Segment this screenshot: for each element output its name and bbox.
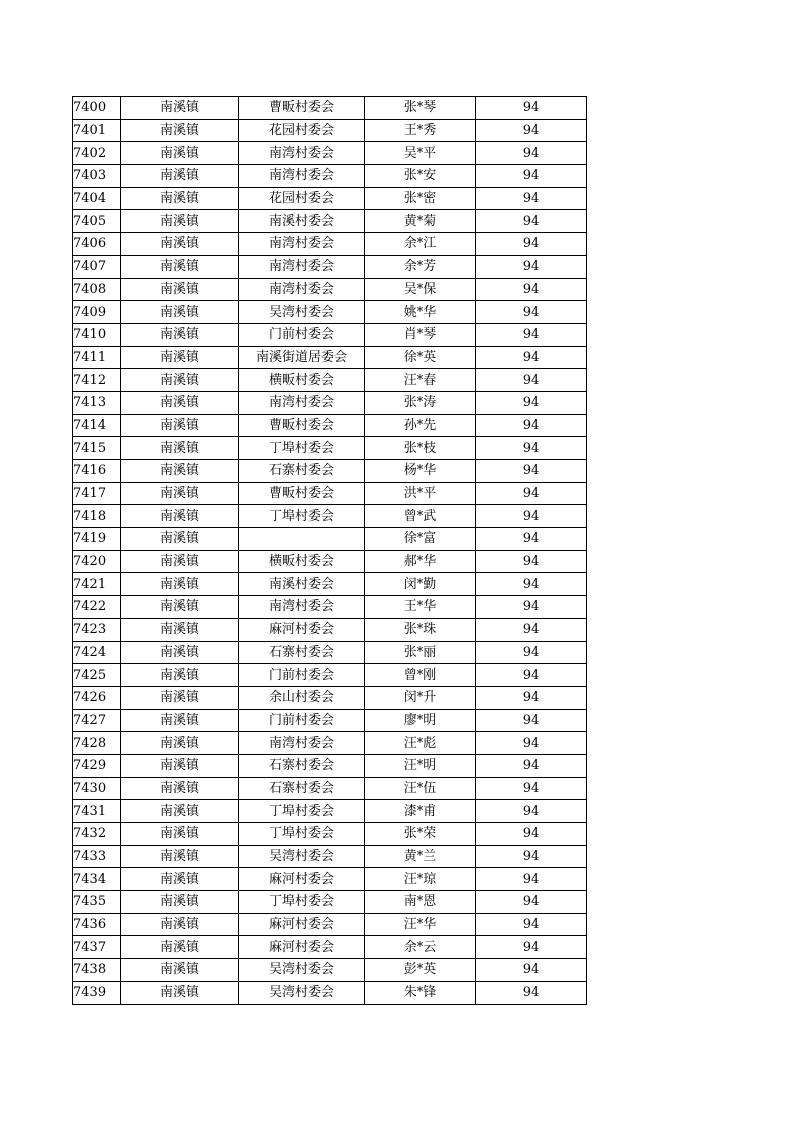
score-cell: 94 — [476, 391, 587, 414]
row-number-cell: 7402 — [73, 142, 121, 165]
table-row — [73, 255, 587, 278]
score-cell: 94 — [476, 460, 587, 483]
town-cell: 南溪镇 — [121, 550, 239, 573]
person-name-cell: 张*丽 — [365, 641, 476, 664]
town-cell: 南溪镇 — [121, 981, 239, 1004]
person-name-cell: 闵*升 — [365, 686, 476, 709]
town-cell: 南溪镇 — [121, 641, 239, 664]
village-committee-cell: 石寨村委会 — [239, 460, 365, 483]
village-committee-cell: 花园村委会 — [239, 119, 365, 142]
table-row — [73, 618, 587, 641]
village-committee-cell: 曹畈村委会 — [239, 482, 365, 505]
town-cell: 南溪镇 — [121, 709, 239, 732]
row-number-cell: 7439 — [73, 981, 121, 1004]
person-name-cell: 杨*华 — [365, 460, 476, 483]
table-row — [73, 596, 587, 619]
score-cell: 94 — [476, 573, 587, 596]
score-cell: 94 — [476, 119, 587, 142]
row-number-cell: 7403 — [73, 165, 121, 188]
score-cell: 94 — [476, 641, 587, 664]
score-cell: 94 — [476, 187, 587, 210]
score-cell: 94 — [476, 278, 587, 301]
village-committee-cell — [239, 528, 365, 551]
village-committee-cell: 麻河村委会 — [239, 618, 365, 641]
table-row — [73, 891, 587, 914]
score-cell: 94 — [476, 981, 587, 1004]
row-number-cell: 7426 — [73, 686, 121, 709]
village-committee-cell: 石寨村委会 — [239, 641, 365, 664]
table-row — [73, 505, 587, 528]
table-row — [73, 233, 587, 256]
score-cell: 94 — [476, 142, 587, 165]
person-name-cell: 黄*菊 — [365, 210, 476, 233]
person-name-cell: 郝*华 — [365, 550, 476, 573]
row-number-cell: 7429 — [73, 754, 121, 777]
table-row — [73, 301, 587, 324]
town-cell: 南溪镇 — [121, 959, 239, 982]
person-name-cell: 汪*琼 — [365, 868, 476, 891]
score-cell: 94 — [476, 301, 587, 324]
town-cell: 南溪镇 — [121, 664, 239, 687]
person-name-cell: 彭*英 — [365, 959, 476, 982]
person-name-cell: 孙*先 — [365, 414, 476, 437]
village-committee-cell: 横畈村委会 — [239, 369, 365, 392]
village-committee-cell: 南湾村委会 — [239, 391, 365, 414]
village-committee-cell: 麻河村委会 — [239, 936, 365, 959]
village-committee-cell: 南湾村委会 — [239, 596, 365, 619]
town-cell: 南溪镇 — [121, 233, 239, 256]
row-number-cell: 7437 — [73, 936, 121, 959]
row-number-cell: 7427 — [73, 709, 121, 732]
village-committee-cell: 门前村委会 — [239, 664, 365, 687]
village-committee-cell: 石寨村委会 — [239, 777, 365, 800]
village-committee-cell: 南溪村委会 — [239, 573, 365, 596]
table-row — [73, 210, 587, 233]
person-name-cell: 汪*春 — [365, 369, 476, 392]
table-row — [73, 165, 587, 188]
score-cell: 94 — [476, 505, 587, 528]
person-name-cell: 王*华 — [365, 596, 476, 619]
row-number-cell: 7422 — [73, 596, 121, 619]
row-number-cell: 7431 — [73, 800, 121, 823]
village-committee-cell: 吴湾村委会 — [239, 845, 365, 868]
person-name-cell: 张*珠 — [365, 618, 476, 641]
person-name-cell: 肖*琴 — [365, 323, 476, 346]
row-number-cell: 7424 — [73, 641, 121, 664]
person-name-cell: 南*恩 — [365, 891, 476, 914]
person-name-cell: 张*涛 — [365, 391, 476, 414]
table-row — [73, 936, 587, 959]
score-cell: 94 — [476, 165, 587, 188]
table-row — [73, 528, 587, 551]
row-number-cell: 7432 — [73, 823, 121, 846]
row-number-cell: 7400 — [73, 97, 121, 120]
table-row — [73, 460, 587, 483]
village-committee-cell: 石寨村委会 — [239, 754, 365, 777]
town-cell: 南溪镇 — [121, 482, 239, 505]
person-name-cell: 曾*刚 — [365, 664, 476, 687]
village-committee-cell: 南溪街道居委会 — [239, 346, 365, 369]
score-cell: 94 — [476, 550, 587, 573]
row-number-cell: 7420 — [73, 550, 121, 573]
person-name-cell: 张*琴 — [365, 97, 476, 120]
row-number-cell: 7414 — [73, 414, 121, 437]
person-name-cell: 曾*武 — [365, 505, 476, 528]
score-cell: 94 — [476, 686, 587, 709]
table-row — [73, 641, 587, 664]
village-committee-cell: 吴湾村委会 — [239, 981, 365, 1004]
row-number-cell: 7412 — [73, 369, 121, 392]
table-row — [73, 823, 587, 846]
roster-table — [72, 96, 587, 1005]
row-number-cell: 7408 — [73, 278, 121, 301]
town-cell: 南溪镇 — [121, 278, 239, 301]
town-cell: 南溪镇 — [121, 823, 239, 846]
table-row — [73, 482, 587, 505]
town-cell: 南溪镇 — [121, 800, 239, 823]
person-name-cell: 王*秀 — [365, 119, 476, 142]
row-number-cell: 7435 — [73, 891, 121, 914]
row-number-cell: 7413 — [73, 391, 121, 414]
row-number-cell: 7404 — [73, 187, 121, 210]
score-cell: 94 — [476, 845, 587, 868]
score-cell: 94 — [476, 618, 587, 641]
town-cell: 南溪镇 — [121, 255, 239, 278]
person-name-cell: 廖*明 — [365, 709, 476, 732]
village-committee-cell: 门前村委会 — [239, 709, 365, 732]
town-cell: 南溪镇 — [121, 414, 239, 437]
score-cell: 94 — [476, 913, 587, 936]
row-number-cell: 7421 — [73, 573, 121, 596]
score-cell: 94 — [476, 369, 587, 392]
table-row — [73, 664, 587, 687]
table-row — [73, 573, 587, 596]
person-name-cell: 余*芳 — [365, 255, 476, 278]
row-number-cell: 7430 — [73, 777, 121, 800]
row-number-cell: 7411 — [73, 346, 121, 369]
town-cell: 南溪镇 — [121, 686, 239, 709]
village-committee-cell: 南湾村委会 — [239, 233, 365, 256]
town-cell: 南溪镇 — [121, 210, 239, 233]
row-number-cell: 7438 — [73, 959, 121, 982]
town-cell: 南溪镇 — [121, 301, 239, 324]
person-name-cell: 姚*华 — [365, 301, 476, 324]
village-committee-cell: 麻河村委会 — [239, 913, 365, 936]
score-cell: 94 — [476, 936, 587, 959]
table-row — [73, 868, 587, 891]
person-name-cell: 吴*平 — [365, 142, 476, 165]
score-cell: 94 — [476, 255, 587, 278]
table-row — [73, 437, 587, 460]
table-row — [73, 959, 587, 982]
row-number-cell: 7433 — [73, 845, 121, 868]
row-number-cell: 7405 — [73, 210, 121, 233]
person-name-cell: 朱*锋 — [365, 981, 476, 1004]
town-cell: 南溪镇 — [121, 891, 239, 914]
row-number-cell: 7407 — [73, 255, 121, 278]
village-committee-cell: 丁埠村委会 — [239, 800, 365, 823]
table-row — [73, 732, 587, 755]
town-cell: 南溪镇 — [121, 913, 239, 936]
roster-table-body — [73, 97, 587, 1005]
score-cell: 94 — [476, 596, 587, 619]
table-row — [73, 981, 587, 1004]
village-committee-cell: 南湾村委会 — [239, 142, 365, 165]
row-number-cell: 7419 — [73, 528, 121, 551]
person-name-cell: 汪*华 — [365, 913, 476, 936]
person-name-cell: 汪*彪 — [365, 732, 476, 755]
town-cell: 南溪镇 — [121, 369, 239, 392]
town-cell: 南溪镇 — [121, 754, 239, 777]
table-row — [73, 800, 587, 823]
table-row — [73, 346, 587, 369]
row-number-cell: 7417 — [73, 482, 121, 505]
score-cell: 94 — [476, 482, 587, 505]
town-cell: 南溪镇 — [121, 119, 239, 142]
village-committee-cell: 南湾村委会 — [239, 732, 365, 755]
person-name-cell: 徐*富 — [365, 528, 476, 551]
table-row — [73, 754, 587, 777]
town-cell: 南溪镇 — [121, 845, 239, 868]
score-cell: 94 — [476, 437, 587, 460]
table-row — [73, 550, 587, 573]
town-cell: 南溪镇 — [121, 936, 239, 959]
village-committee-cell: 丁埠村委会 — [239, 891, 365, 914]
town-cell: 南溪镇 — [121, 528, 239, 551]
person-name-cell: 张*荣 — [365, 823, 476, 846]
village-committee-cell: 余山村委会 — [239, 686, 365, 709]
town-cell: 南溪镇 — [121, 142, 239, 165]
table-row — [73, 414, 587, 437]
village-committee-cell: 花园村委会 — [239, 187, 365, 210]
row-number-cell: 7418 — [73, 505, 121, 528]
score-cell: 94 — [476, 664, 587, 687]
score-cell: 94 — [476, 868, 587, 891]
row-number-cell: 7401 — [73, 119, 121, 142]
row-number-cell: 7410 — [73, 323, 121, 346]
score-cell: 94 — [476, 210, 587, 233]
village-committee-cell: 南湾村委会 — [239, 165, 365, 188]
town-cell: 南溪镇 — [121, 777, 239, 800]
village-committee-cell: 曹畈村委会 — [239, 414, 365, 437]
village-committee-cell: 丁埠村委会 — [239, 437, 365, 460]
score-cell: 94 — [476, 777, 587, 800]
row-number-cell: 7416 — [73, 460, 121, 483]
village-committee-cell: 曹畈村委会 — [239, 97, 365, 120]
village-committee-cell: 丁埠村委会 — [239, 823, 365, 846]
score-cell: 94 — [476, 414, 587, 437]
town-cell: 南溪镇 — [121, 573, 239, 596]
town-cell: 南溪镇 — [121, 187, 239, 210]
person-name-cell: 吴*保 — [365, 278, 476, 301]
village-committee-cell: 吴湾村委会 — [239, 301, 365, 324]
town-cell: 南溪镇 — [121, 323, 239, 346]
table-row — [73, 369, 587, 392]
town-cell: 南溪镇 — [121, 346, 239, 369]
table-row — [73, 777, 587, 800]
table-row — [73, 913, 587, 936]
village-committee-cell: 丁埠村委会 — [239, 505, 365, 528]
score-cell: 94 — [476, 97, 587, 120]
village-committee-cell: 吴湾村委会 — [239, 959, 365, 982]
row-number-cell: 7425 — [73, 664, 121, 687]
table-row — [73, 187, 587, 210]
table-row — [73, 278, 587, 301]
table-row — [73, 845, 587, 868]
table-row — [73, 709, 587, 732]
town-cell: 南溪镇 — [121, 165, 239, 188]
score-cell: 94 — [476, 233, 587, 256]
person-name-cell: 汪*明 — [365, 754, 476, 777]
person-name-cell: 汪*伍 — [365, 777, 476, 800]
person-name-cell: 徐*英 — [365, 346, 476, 369]
table-row — [73, 323, 587, 346]
score-cell: 94 — [476, 528, 587, 551]
score-cell: 94 — [476, 800, 587, 823]
village-committee-cell: 南湾村委会 — [239, 255, 365, 278]
table-row — [73, 119, 587, 142]
row-number-cell: 7428 — [73, 732, 121, 755]
person-name-cell: 张*枝 — [365, 437, 476, 460]
person-name-cell: 漆*甫 — [365, 800, 476, 823]
town-cell: 南溪镇 — [121, 732, 239, 755]
town-cell: 南溪镇 — [121, 596, 239, 619]
village-committee-cell: 门前村委会 — [239, 323, 365, 346]
score-cell: 94 — [476, 823, 587, 846]
town-cell: 南溪镇 — [121, 505, 239, 528]
score-cell: 94 — [476, 959, 587, 982]
person-name-cell: 黄*兰 — [365, 845, 476, 868]
row-number-cell: 7434 — [73, 868, 121, 891]
score-cell: 94 — [476, 709, 587, 732]
town-cell: 南溪镇 — [121, 868, 239, 891]
table-row — [73, 391, 587, 414]
town-cell: 南溪镇 — [121, 618, 239, 641]
score-cell: 94 — [476, 754, 587, 777]
person-name-cell: 余*云 — [365, 936, 476, 959]
row-number-cell: 7415 — [73, 437, 121, 460]
village-committee-cell: 麻河村委会 — [239, 868, 365, 891]
town-cell: 南溪镇 — [121, 437, 239, 460]
score-cell: 94 — [476, 732, 587, 755]
village-committee-cell: 南湾村委会 — [239, 278, 365, 301]
score-cell: 94 — [476, 323, 587, 346]
town-cell: 南溪镇 — [121, 391, 239, 414]
person-name-cell: 张*密 — [365, 187, 476, 210]
table-row — [73, 97, 587, 120]
score-cell: 94 — [476, 346, 587, 369]
town-cell: 南溪镇 — [121, 460, 239, 483]
row-number-cell: 7436 — [73, 913, 121, 936]
village-committee-cell: 南溪村委会 — [239, 210, 365, 233]
row-number-cell: 7409 — [73, 301, 121, 324]
village-committee-cell: 横畈村委会 — [239, 550, 365, 573]
table-row — [73, 686, 587, 709]
table-row — [73, 142, 587, 165]
score-cell: 94 — [476, 891, 587, 914]
person-name-cell: 余*江 — [365, 233, 476, 256]
row-number-cell: 7423 — [73, 618, 121, 641]
person-name-cell: 洪*平 — [365, 482, 476, 505]
town-cell: 南溪镇 — [121, 97, 239, 120]
person-name-cell: 张*安 — [365, 165, 476, 188]
person-name-cell: 闵*勤 — [365, 573, 476, 596]
row-number-cell: 7406 — [73, 233, 121, 256]
